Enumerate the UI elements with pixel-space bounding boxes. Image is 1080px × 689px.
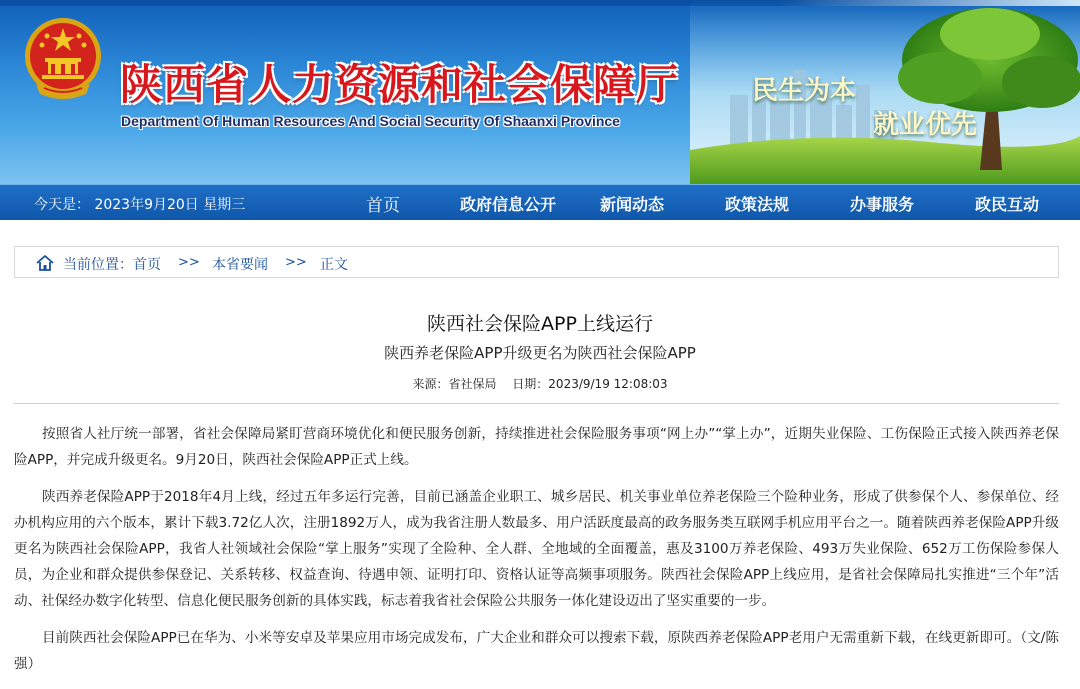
nav-item-services[interactable]: 办事服务	[850, 195, 915, 214]
nav-item-gov-info[interactable]: 政府信息公开	[460, 195, 557, 214]
banner-scene-illustration	[690, 0, 1080, 184]
national-emblem-icon	[22, 14, 104, 104]
breadcrumb-separator: >>	[178, 255, 200, 270]
breadcrumb	[14, 246, 1059, 278]
site-banner	[0, 0, 1080, 184]
article-meta	[0, 375, 1080, 392]
nav-item-home[interactable]: 首页	[366, 196, 400, 216]
nav-item-news[interactable]: 新闻动态	[600, 195, 665, 214]
breadcrumb-separator: >>	[285, 255, 307, 270]
article-paragraph: 目前陕西社会保险APP已在华为、小米等安卓及苹果应用市场完成发布，广大企业和群众可以搜索下载，原陕西养老保险APP老用户无需重新下载，在线更新即可。（文/陈强）	[14, 630, 1059, 672]
article-paragraph: 陕西养老保险APP于2018年4月上线，经过五年多运行完善，目前已涵盖企业职工、城乡居民、机关事业单位养老保险三个险种业务，形成了供参保个人、参保单位、经办机构应用的六个版本，累计下载3.72亿人次，注册1892万人，成为我省注册人数最多、用户活跃度最高的政务服务类互联网手机应用平台之一。随着陕西养老保险APP升级更名为陕西社会保险APP，我省人社领域社会保险“掌上服务”实现了全险种、全人群、全地域的全面覆盖，惠及3100万养老保险、493万失业保险、652万工伤保险参保人员，为企业和群众提供参保登记、关系转移、权益查询、待遇申领、证明打印、资格认证等高频事项服务。陕西社会保险APP上线应用，是省社会保障局扎实推进“三个年”活动、社保经办数字化转型、信息化便民服务创新的具体实践，标志着我省社会保险公共服务一体化建设迈出了坚实重要的一步。	[14, 489, 1059, 609]
site-title-cn: 陕西省人力资源和社会保障厅	[120, 60, 680, 109]
article-divider	[14, 403, 1059, 404]
main-nav-bar	[0, 184, 1080, 220]
article-subtitle: 陕西养老保险APP升级更名为陕西社会保险APP	[384, 344, 696, 362]
nav-item-interaction[interactable]: 政民互动	[975, 195, 1040, 214]
site-title-en: Department Of Human Resources And Social Security Of Shaanxi Province	[121, 113, 620, 129]
slogan-line-2: 就业优先	[873, 110, 978, 140]
breadcrumb-home-link[interactable]: 当前位置：首页	[63, 257, 161, 273]
breadcrumb-section-link[interactable]: 本省要闻	[212, 257, 268, 273]
article-title: 陕西社会保险APP上线运行	[427, 313, 653, 335]
today-date: 今天是： 2023年9月20日 星期三	[34, 197, 246, 213]
slogan-line-1: 民生为本	[752, 76, 857, 106]
article-source: 来源：省社保局	[412, 377, 497, 391]
nav-item-policies[interactable]: 政策法规	[725, 195, 790, 214]
article-date: 日期：2023/9/19 12:08:03	[512, 377, 668, 391]
article-paragraph: 按照省人社厅统一部署，省社会保障局紧盯营商环境优化和便民服务创新，持续推进社会保险服务事项“网上办”“掌上办”，近期失业保险、工伤保险正式接入陕西养老保险APP，并完成升级更名。9月20日，陕西社会保险APP正式上线。	[14, 426, 1059, 468]
home-icon	[35, 254, 55, 272]
breadcrumb-current: 正文	[320, 257, 348, 273]
